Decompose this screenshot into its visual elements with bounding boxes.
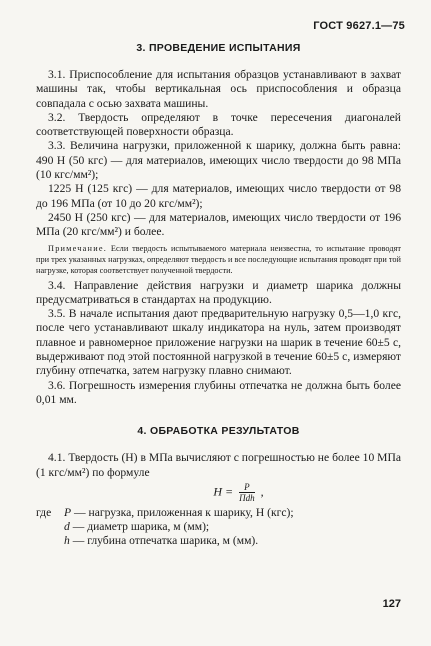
paragraph-3-3: 3.3. Величина нагрузки, приложенной к шарику, должна быть равна: 490 Н (50 кгс) — для материалов, имеющих число твердости до 98 МПа (10 кгс/мм²); [36, 139, 401, 182]
note-text: Если твердость испытываемого материала неизвестна, то испытание проводят при трех указанных нагрузках, определяют твердость и все последующие испытания проводят при той нагрузке, которая соответствует полученной твердости. [36, 243, 401, 275]
note-label: Примечание. [48, 243, 107, 253]
paragraph-3-6: 3.6. Погрешность измерения глубины отпечатка не должна быть более 0,01 мм. [36, 378, 401, 406]
formula-denominator: Πdh [239, 492, 255, 503]
paragraph-4-1: 4.1. Твердость (H) в МПа вычисляют с погрешностью не более 10 МПа (1 кгс/мм²) по формуле [36, 451, 401, 479]
definition-row [36, 534, 401, 548]
definition-row [36, 506, 401, 520]
formula-lhs: H = [213, 484, 234, 499]
definition-symbol: P [64, 505, 72, 519]
definition-symbol: h [64, 534, 70, 548]
definition-text: — глубина отпечатка шарика, м (мм). [72, 534, 259, 548]
paragraph-3-4: 3.4. Направление действия нагрузки и диаметр шарика должны предусматриваться в стандартах на продукцию. [36, 278, 401, 306]
page-number: 127 [382, 598, 401, 610]
page-body [36, 42, 401, 549]
definition-symbol: d [64, 520, 70, 534]
where-label: где [36, 505, 52, 519]
section-4-title: 4. ОБРАБОТКА РЕЗУЛЬТАТОВ [137, 425, 300, 438]
note [36, 243, 401, 276]
definition-text: — диаметр шарика, м (мм); [72, 520, 210, 534]
definition-row [36, 520, 401, 534]
standard-code: ГОСТ 9627.1—75 [313, 20, 405, 32]
definition-text: — нагрузка, приложенная к шарику, Н (кгс); [74, 505, 294, 519]
paragraph-3-5: 3.5. В начале испытания дают предварительную нагрузку 0,5—1,0 кгс, после чего устанавливают шкалу индикатора на нуль, затем производят плавное и равномерное приложение нагрузки на шарик в течение 60±5 с, выдерживают под этой постоянной нагрузкой в течение 60±5 с, измеряют глубину отпечатка, затем нагрузку плавно снимают. [36, 307, 401, 378]
section-3-title: 3. ПРОВЕДЕНИЕ ИСПЫТАНИЯ [136, 42, 301, 54]
formula-numerator: P [239, 482, 255, 493]
paragraph-3-3-load-2450: 2450 Н (250 кгс) — для материалов, имеющих число твердости от 196 МПа (20 кгс/мм²) и более. [36, 210, 401, 239]
formula-fraction [239, 482, 255, 503]
paragraph-3-2: 3.2. Твердость определяют в точке пересечения диагоналей соответствующей поверхности образца. [36, 110, 401, 139]
paragraph-3-3-load-1225: 1225 Н (125 кгс) — для материалов, имеющих число твердости от 98 до 196 МПа (от 10 до 20 кгс/мм²); [36, 182, 401, 210]
paragraph-3-1: 3.1. Приспособление для испытания образцов устанавливают в захват машины так, чтобы вертикальная ось приспособления и образца совпадала с осью захвата машины. [36, 68, 401, 110]
variable-definitions [36, 506, 401, 549]
hardness-formula [76, 482, 401, 503]
formula-tail: , [260, 484, 264, 499]
